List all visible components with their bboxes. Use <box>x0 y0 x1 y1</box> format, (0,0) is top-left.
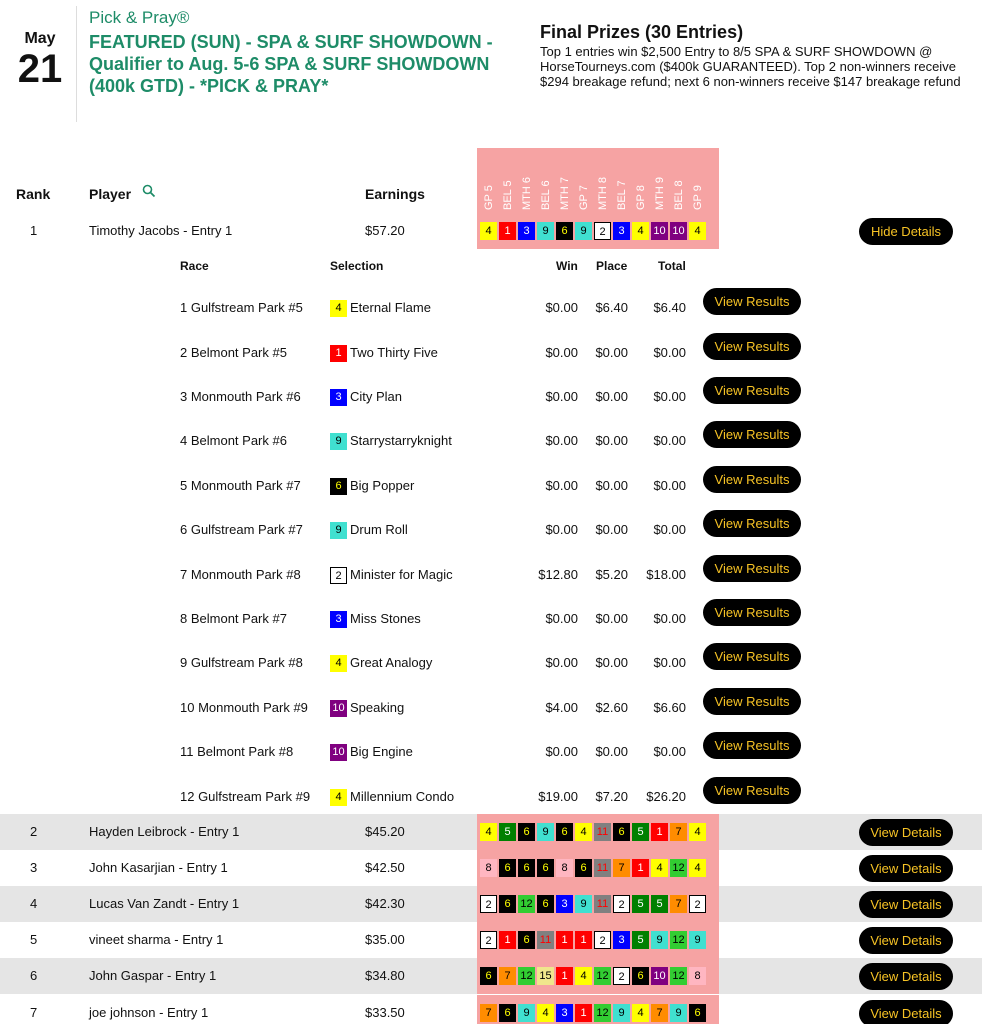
leaderboard-row <box>0 995 982 1024</box>
race-code-text: MTH 7 <box>559 177 571 210</box>
detail-row <box>0 375 982 419</box>
rank: 2 <box>30 824 38 839</box>
pick-chip: 4 <box>575 823 592 841</box>
contest-title: FEATURED (SUN) - SPA & SURF SHOWDOWN - Qualifier to Aug. 5-6 SPA & SURF SHOWDOWN (400k GTD) - *PICK & PRAY* <box>89 32 493 96</box>
pick-chip: 9 <box>613 1004 630 1022</box>
selection-horse: Minister for Magic <box>350 567 453 582</box>
pick-chip: 9 <box>575 222 592 240</box>
pick-chip: 1 <box>651 823 668 841</box>
rank: 7 <box>30 1005 38 1020</box>
pick-chip: 8 <box>689 967 706 985</box>
prizes-title: Final Prizes (30 Entries) <box>540 22 744 42</box>
leaderboard-row <box>0 922 982 958</box>
pick-chip: 7 <box>480 1004 497 1022</box>
race-code-label <box>537 152 555 210</box>
detail-race: 11 Belmont Park #8 <box>180 744 294 759</box>
selection-horse: Drum Roll <box>350 522 408 537</box>
place-amount: $0.00 <box>595 389 628 404</box>
event-day: 21 <box>17 47 63 91</box>
race-code-label <box>480 152 498 210</box>
pick-chip: 6 <box>613 823 630 841</box>
pick-chip: 9 <box>537 222 554 240</box>
pick-chip: 6 <box>575 859 592 877</box>
player-name: vineet sharma - Entry 1 <box>89 932 224 947</box>
selection-number-chip: 4 <box>330 789 347 806</box>
player-header: Player <box>89 186 132 202</box>
pick-chip: 4 <box>632 1004 649 1022</box>
race-code-text: GP 5 <box>483 185 495 210</box>
pick-chip: 2 <box>613 895 630 913</box>
pick-chip: 6 <box>518 859 535 877</box>
pick-chip: 4 <box>651 859 668 877</box>
win-amount: $0.00 <box>545 300 578 315</box>
place-amount: $0.00 <box>595 478 628 493</box>
earnings-value: $33.50 <box>365 1005 405 1020</box>
pick-chip: 3 <box>613 931 630 949</box>
pick-chip: 6 <box>499 1004 516 1022</box>
view-results-button[interactable]: View Results <box>703 377 801 404</box>
player-name: Lucas Van Zandt - Entry 1 <box>89 896 240 911</box>
detail-race: 6 Gulfstream Park #7 <box>180 522 303 537</box>
picks-list <box>480 222 706 240</box>
win-amount: $0.00 <box>545 522 578 537</box>
detail-race: 2 Belmont Park #5 <box>180 345 287 360</box>
detail-row <box>0 730 982 774</box>
leaderboard-row <box>0 814 982 850</box>
detail-race: 7 Monmouth Park #8 <box>180 567 301 582</box>
total-amount: $0.00 <box>653 389 686 404</box>
pick-chip: 2 <box>480 931 497 949</box>
player-name: Hayden Leibrock - Entry 1 <box>89 824 240 839</box>
detail-race: 1 Gulfstream Park #5 <box>180 300 303 315</box>
pick-chip: 5 <box>632 931 649 949</box>
detail-row <box>0 508 982 552</box>
earnings-value: $42.30 <box>365 896 405 911</box>
race-code-label <box>632 152 650 210</box>
pick-chip: 1 <box>556 967 573 985</box>
pick-chip: 5 <box>499 823 516 841</box>
player-name: John Gaspar - Entry 1 <box>89 968 217 983</box>
pick-chip: 8 <box>480 859 497 877</box>
pick-chip: 2 <box>480 895 497 913</box>
pick-chip: 9 <box>651 931 668 949</box>
detail-row <box>0 775 982 819</box>
detail-race: 12 Gulfstream Park #9 <box>180 789 311 804</box>
view-details-button[interactable]: View Details <box>859 855 953 882</box>
rank: 5 <box>30 932 38 947</box>
total-amount: $0.00 <box>653 478 686 493</box>
place-amount: $6.40 <box>595 300 628 315</box>
total-amount: $0.00 <box>653 611 686 626</box>
race-code-label <box>575 152 593 210</box>
header-divider <box>76 6 77 122</box>
details-race-header: Race <box>180 259 209 273</box>
pick-chip: 9 <box>537 823 554 841</box>
view-results-button[interactable]: View Results <box>703 421 801 448</box>
pick-chip: 11 <box>594 823 611 841</box>
total-amount: $0.00 <box>653 655 686 670</box>
player-name: Timothy Jacobs - Entry 1 <box>89 223 233 238</box>
picks-list <box>480 967 706 985</box>
rank-header: Rank <box>16 186 51 202</box>
pick-chip: 3 <box>556 1004 573 1022</box>
pick-chip: 11 <box>537 931 554 949</box>
pick-chip: 6 <box>499 859 516 877</box>
pick-chip: 6 <box>537 859 554 877</box>
view-results-button[interactable]: View Results <box>703 333 801 360</box>
pick-chip: 10 <box>651 222 668 240</box>
detail-race: 4 Belmont Park #6 <box>180 433 287 448</box>
details-selection-header: Selection <box>330 259 384 273</box>
detail-row <box>0 553 982 597</box>
picks-list <box>480 931 706 949</box>
race-code-text: BEL 7 <box>616 180 628 210</box>
pick-chip: 6 <box>556 222 573 240</box>
race-code-label <box>499 152 517 210</box>
win-amount: $0.00 <box>545 611 578 626</box>
selection-horse: Speaking <box>350 700 405 715</box>
rank: 3 <box>30 860 38 875</box>
selection-horse: City Plan <box>350 389 403 404</box>
prizes-text: Top 1 entries win $2,500 Entry to 8/5 SPA & SURF SHOWDOWN @ HorseTourneys.com ($400k GUARANTEED). Top 2 non-winners receive $294 breakage refund; next 6 non-winners receive $147 breakage refund <box>540 44 961 89</box>
total-amount: $0.00 <box>653 522 686 537</box>
pick-chip: 2 <box>689 895 706 913</box>
win-amount: $4.00 <box>545 700 578 715</box>
place-amount: $0.00 <box>595 744 628 759</box>
pick-chip: 7 <box>613 859 630 877</box>
view-results-button[interactable]: View Results <box>703 688 801 715</box>
race-code-label <box>518 152 536 210</box>
selection-number-chip: 10 <box>330 744 347 761</box>
pick-chip: 1 <box>499 222 516 240</box>
race-code-text: MTH 9 <box>654 177 666 210</box>
selection-horse: Two Thirty Five <box>350 345 438 360</box>
earnings-value: $42.50 <box>365 860 405 875</box>
race-code-label <box>670 152 688 210</box>
contest-brand: Pick & Pray® <box>89 8 190 27</box>
view-details-button[interactable]: View Details <box>859 819 953 846</box>
selection-horse: Big Engine <box>350 744 413 759</box>
view-results-button[interactable]: View Results <box>703 555 801 582</box>
total-amount: $6.60 <box>653 700 686 715</box>
leaderboard-row <box>0 958 982 994</box>
detail-race: 8 Belmont Park #7 <box>180 611 287 626</box>
place-amount: $0.00 <box>595 345 628 360</box>
search-icon[interactable] <box>142 184 156 198</box>
race-code-label <box>689 152 707 210</box>
total-amount: $6.40 <box>653 300 686 315</box>
selection-horse: Starrystarryknight <box>350 433 452 448</box>
total-amount: $26.20 <box>646 789 686 804</box>
total-amount: $0.00 <box>653 744 686 759</box>
pick-chip: 9 <box>518 1004 535 1022</box>
win-amount: $0.00 <box>545 744 578 759</box>
view-results-button[interactable]: View Results <box>703 777 801 804</box>
pick-chip: 10 <box>651 967 668 985</box>
selection-number-chip: 4 <box>330 300 347 317</box>
pick-chip: 4 <box>480 222 497 240</box>
pick-chip: 6 <box>537 895 554 913</box>
view-results-button[interactable]: View Results <box>703 599 801 626</box>
win-amount: $0.00 <box>545 389 578 404</box>
place-amount: $0.00 <box>595 655 628 670</box>
pick-chip: 12 <box>518 895 535 913</box>
view-details-button[interactable]: View Details <box>859 891 953 918</box>
place-amount: $0.00 <box>595 522 628 537</box>
race-code-label <box>556 152 574 210</box>
selection-horse: Great Analogy <box>350 655 433 670</box>
pick-chip: 12 <box>670 931 687 949</box>
pick-chip: 1 <box>499 931 516 949</box>
total-amount: $0.00 <box>653 433 686 448</box>
race-code-label <box>651 152 669 210</box>
player-name: John Kasarjian - Entry 1 <box>89 860 228 875</box>
total-amount: $0.00 <box>653 345 686 360</box>
pick-chip: 4 <box>689 823 706 841</box>
pick-chip: 1 <box>575 1004 592 1022</box>
pick-chip: 1 <box>556 931 573 949</box>
detail-row <box>0 286 982 330</box>
selection-number-chip: 6 <box>330 478 347 495</box>
rank: 4 <box>30 896 38 911</box>
pick-chip: 6 <box>518 931 535 949</box>
detail-row <box>0 464 982 508</box>
pick-chip: 9 <box>670 1004 687 1022</box>
pick-chip: 8 <box>556 859 573 877</box>
pick-chip: 6 <box>632 967 649 985</box>
view-results-button[interactable]: View Results <box>703 510 801 537</box>
view-results-button[interactable]: View Results <box>703 466 801 493</box>
race-code-text: GP 9 <box>692 185 704 210</box>
pick-chip: 9 <box>689 931 706 949</box>
pick-chip: 7 <box>651 1004 668 1022</box>
pick-chip: 4 <box>575 967 592 985</box>
pick-chip: 6 <box>556 823 573 841</box>
pick-chip: 2 <box>613 967 630 985</box>
view-results-button[interactable]: View Results <box>703 732 801 759</box>
selection-number-chip: 4 <box>330 655 347 672</box>
pick-chip: 7 <box>670 823 687 841</box>
place-amount: $5.20 <box>595 567 628 582</box>
detail-row <box>0 331 982 375</box>
win-amount: $0.00 <box>545 433 578 448</box>
detail-row <box>0 641 982 685</box>
selection-horse: Millennium Condo <box>350 789 455 804</box>
win-amount: $0.00 <box>545 478 578 493</box>
selection-number-chip: 1 <box>330 345 347 362</box>
detail-row <box>0 597 982 641</box>
rank: 6 <box>30 968 38 983</box>
earnings-value: $45.20 <box>365 824 405 839</box>
pick-chip: 15 <box>537 967 554 985</box>
win-amount: $12.80 <box>538 567 578 582</box>
earnings-header: Earnings <box>365 186 425 202</box>
detail-row <box>0 686 982 730</box>
pick-chip: 3 <box>613 222 630 240</box>
pick-chip: 11 <box>594 859 611 877</box>
race-code-text: GP 8 <box>635 185 647 210</box>
detail-race: 9 Gulfstream Park #8 <box>180 655 303 670</box>
picks-list <box>480 859 706 877</box>
event-month: May <box>24 30 56 47</box>
player-name: joe johnson - Entry 1 <box>89 1005 209 1020</box>
pick-chip: 1 <box>632 859 649 877</box>
selection-number-chip: 10 <box>330 700 347 717</box>
pick-chip: 4 <box>480 823 497 841</box>
race-code-text: MTH 6 <box>521 177 533 210</box>
detail-race: 10 Monmouth Park #9 <box>180 700 308 715</box>
place-amount: $7.20 <box>595 789 628 804</box>
pick-chip: 7 <box>499 967 516 985</box>
selection-number-chip: 9 <box>330 522 347 539</box>
pick-chip: 7 <box>670 895 687 913</box>
details-place-header: Place <box>596 259 628 273</box>
pick-chip: 10 <box>670 222 687 240</box>
place-amount: $0.00 <box>595 433 628 448</box>
selection-horse: Eternal Flame <box>350 300 431 315</box>
pick-chip: 5 <box>651 895 668 913</box>
selection-number-chip: 3 <box>330 389 347 406</box>
pick-chip: 5 <box>632 823 649 841</box>
pick-chip: 12 <box>518 967 535 985</box>
pick-chip: 6 <box>689 1004 706 1022</box>
race-code-text: BEL 8 <box>673 180 685 210</box>
detail-row <box>0 419 982 463</box>
win-amount: $0.00 <box>545 655 578 670</box>
picks-list <box>480 895 706 913</box>
hide-details-button[interactable]: Hide Details <box>859 218 953 245</box>
leaderboard-row <box>0 213 982 249</box>
detail-race: 5 Monmouth Park #7 <box>180 478 301 493</box>
pick-chip: 9 <box>575 895 592 913</box>
pick-chip: 3 <box>556 895 573 913</box>
selection-horse: Big Popper <box>350 478 415 493</box>
pick-chip: 12 <box>594 1004 611 1022</box>
detail-race: 3 Monmouth Park #6 <box>180 389 301 404</box>
selection-horse: Miss Stones <box>350 611 421 626</box>
details-win-header: Win <box>556 259 578 273</box>
selection-number-chip: 2 <box>330 567 347 584</box>
view-details-button[interactable]: View Details <box>859 927 953 954</box>
pick-chip: 12 <box>594 967 611 985</box>
event-date <box>14 30 66 89</box>
win-amount: $19.00 <box>538 789 578 804</box>
selection-number-chip: 3 <box>330 611 347 628</box>
picks-list <box>480 1004 706 1022</box>
race-code-label <box>594 152 612 210</box>
view-results-button[interactable]: View Results <box>703 643 801 670</box>
pick-chip: 2 <box>594 222 611 240</box>
earnings-value: $34.80 <box>365 968 405 983</box>
pick-chip: 12 <box>670 967 687 985</box>
race-code-text: BEL 6 <box>540 180 552 210</box>
pick-chip: 6 <box>499 895 516 913</box>
pick-chip: 3 <box>518 222 535 240</box>
race-code-text: GP 7 <box>578 185 590 210</box>
race-code-text: MTH 8 <box>597 177 609 210</box>
selection-number-chip: 9 <box>330 433 347 450</box>
race-code-text: BEL 5 <box>502 180 514 210</box>
pick-chip: 4 <box>537 1004 554 1022</box>
view-results-button[interactable]: View Results <box>703 288 801 315</box>
pick-chip: 5 <box>632 895 649 913</box>
earnings-value: $57.20 <box>365 223 405 238</box>
leaderboard-row <box>0 850 982 886</box>
view-details-button[interactable]: View Details <box>859 1000 953 1024</box>
win-amount: $0.00 <box>545 345 578 360</box>
pick-chip: 1 <box>575 931 592 949</box>
earnings-value: $35.00 <box>365 932 405 947</box>
total-amount: $18.00 <box>646 567 686 582</box>
pick-chip: 6 <box>480 967 497 985</box>
race-code-label <box>613 152 631 210</box>
pick-chip: 4 <box>632 222 649 240</box>
place-amount: $2.60 <box>595 700 628 715</box>
pick-chip: 2 <box>594 931 611 949</box>
pick-chip: 11 <box>594 895 611 913</box>
place-amount: $0.00 <box>595 611 628 626</box>
pick-chip: 4 <box>689 222 706 240</box>
picks-list <box>480 823 706 841</box>
leaderboard-row <box>0 886 982 922</box>
pick-chip: 4 <box>689 859 706 877</box>
pick-chip: 6 <box>518 823 535 841</box>
pick-chip: 12 <box>670 859 687 877</box>
details-total-header: Total <box>658 259 686 273</box>
rank: 1 <box>30 223 38 238</box>
view-details-button[interactable]: View Details <box>859 963 953 990</box>
